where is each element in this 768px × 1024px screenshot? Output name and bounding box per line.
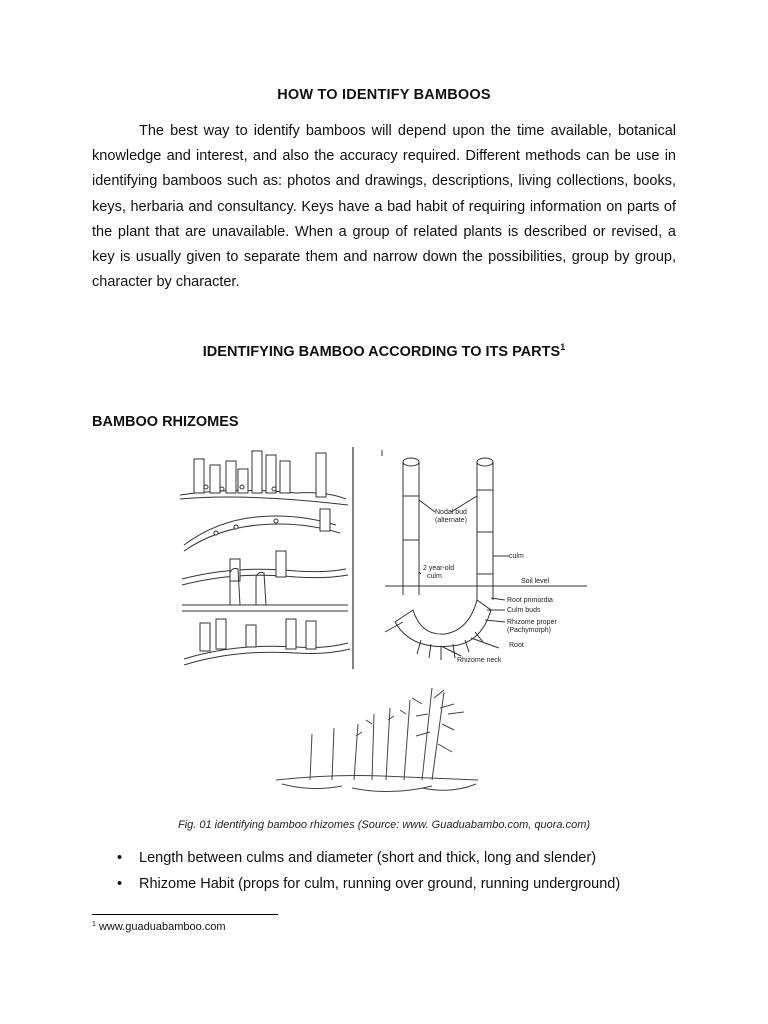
bullet-icon: • [117,850,123,866]
rhizome-types-figure [176,447,356,669]
intro-paragraph [92,119,676,295]
label-rhizome-neck: Rhizome neck [457,657,502,664]
label-soil-level: Soil level [521,578,550,585]
list-item-text: Length between culms and diameter (short and thick, long and slender) [139,850,597,866]
subsection-heading: BAMBOO RHIZOMES [92,414,239,430]
list-item [92,848,620,874]
section-heading-text: IDENTIFYING BAMBOO ACCORDING TO ITS PARTS [202,344,561,360]
label-two-year-old-culm: culm [427,573,442,580]
intro-text: The best way to identify bamboos will depend upon the time available, botanical knowledge and interest, and also the accuracy required. Different methods can be use in identifying bamboos such as: photos and drawings, descriptions, living collections, books, keys, herbaria and consultancy. Keys have a bad habit of requiring information on parts of the plant that are unavailable. When a group of related plants is described or revised, a key is usually given to separate them and narrow down the possibilities, group by group, character by character. [92,123,676,291]
bullet-icon: • [117,876,123,892]
label-culm: culm [509,553,524,560]
bullet-list [92,848,620,900]
list-item-text: Rhizome Habit (props for culm, running over ground, running underground) [139,876,621,892]
figure-caption: Fig. 01 identifying bamboo rhizomes (Source: www. Guaduabambo.com, quora.com) [177,819,591,831]
list-item [92,874,620,900]
label-root: Root [509,642,524,649]
footnote-mark: 1 [92,921,96,928]
section-heading [0,342,768,360]
label-nodal-bud: Nodal bud [435,509,467,516]
label-two-year-old: 2 year-old [423,565,455,572]
label-rhizome-proper-note: (Pachymorph) [507,627,551,634]
footnote [92,921,226,933]
page-title: HOW TO IDENTIFY BAMBOOS [277,87,491,103]
label-culm-buds: Culm buds [507,607,541,614]
section-footnote-ref: 1 [560,342,566,352]
footnote-divider [92,914,278,915]
footnote-text: www.guaduabamboo.com [98,921,226,933]
culm-rhizome-diagram [381,450,591,668]
label-nodal-bud-note: (alternate) [435,517,467,524]
label-rhizome-proper: Rhizome proper [507,619,557,626]
bamboo-growth-sketch [272,684,482,800]
label-root-primordia: Root primordia [507,597,553,604]
